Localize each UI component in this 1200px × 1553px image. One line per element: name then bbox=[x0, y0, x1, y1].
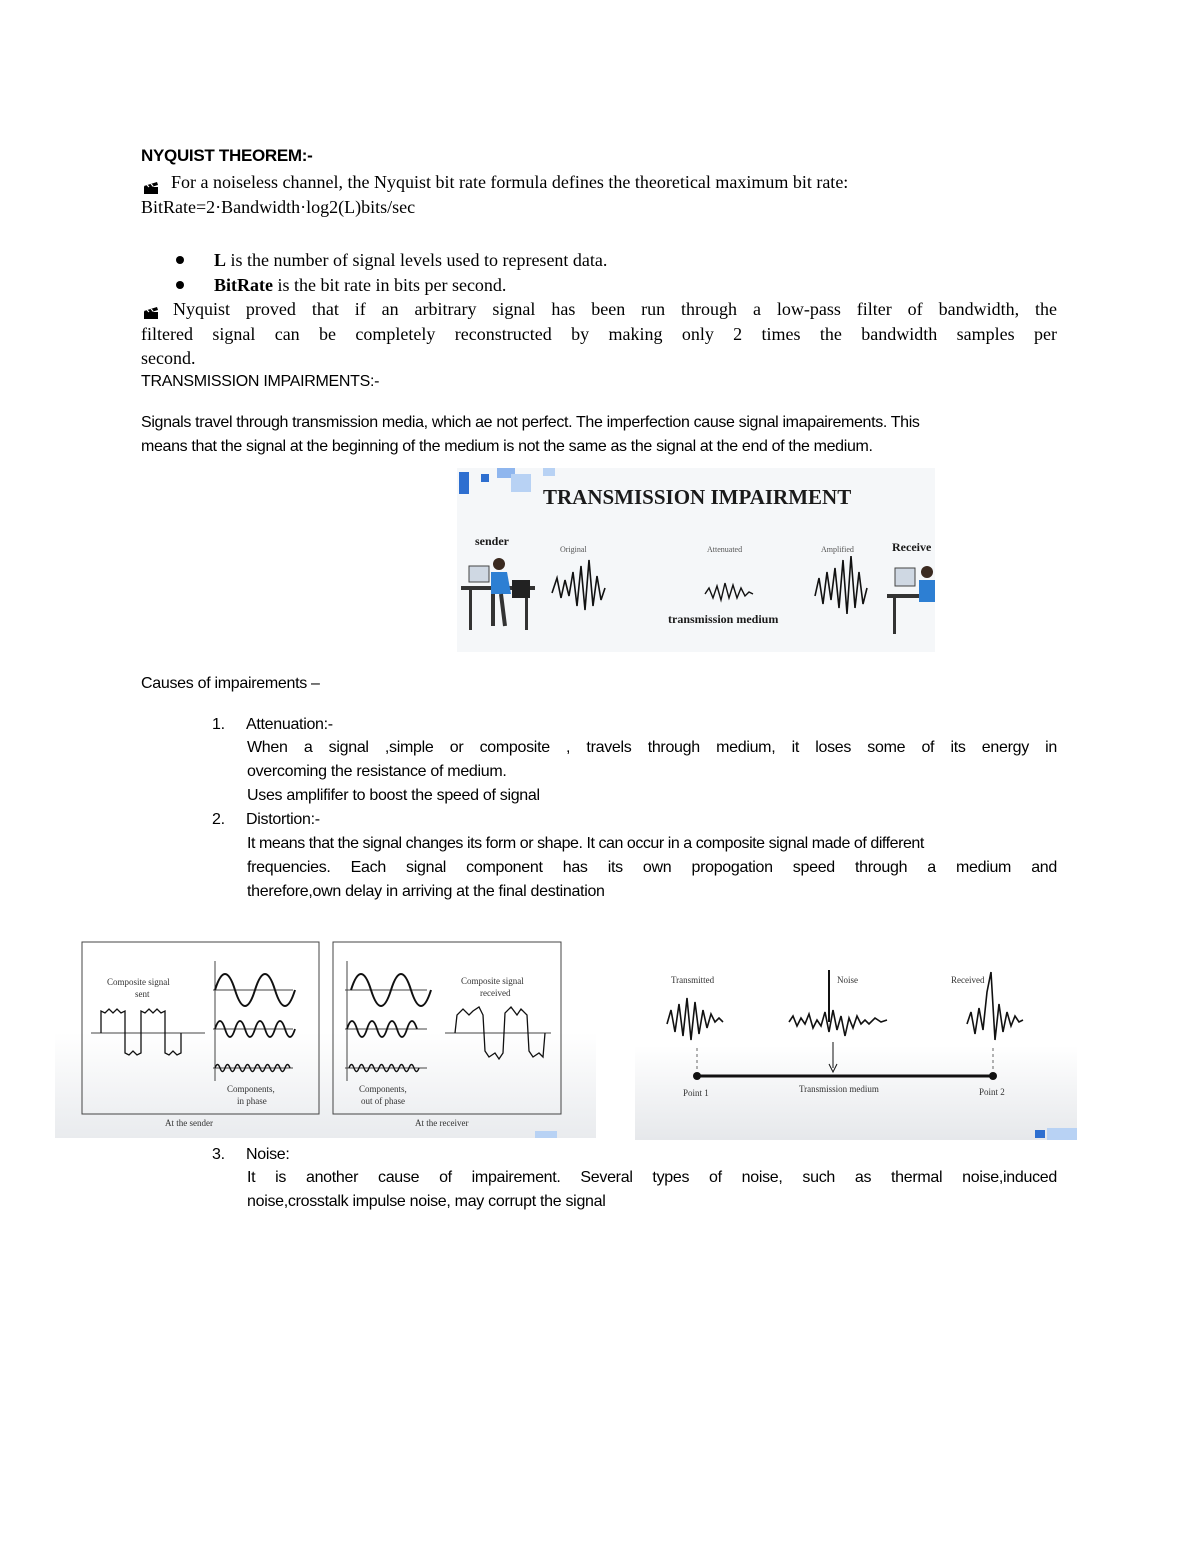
figure1-amplified-label: Amplified bbox=[821, 545, 854, 554]
list-number: 2. bbox=[212, 811, 225, 828]
fig3-point1: Point 1 bbox=[683, 1088, 709, 1098]
fig3-transmitted-label: Transmitted bbox=[671, 975, 715, 985]
list-item bbox=[176, 248, 607, 273]
nyquist-proof-text-2: filtered signal can be completely reconstructed by making only 2 times the bandwidth samples per bbox=[141, 324, 1057, 344]
fig2-at-receiver: At the receiver bbox=[415, 1118, 469, 1128]
causes-heading: Causes of impairements – bbox=[141, 675, 320, 692]
cause-title: Distortion:- bbox=[246, 811, 320, 828]
bullet-text: is the number of signal levels used to represent data. bbox=[226, 250, 608, 270]
cause-item-1-line-2: overcoming the resistance of medium. bbox=[247, 763, 507, 780]
component-3-wave-received bbox=[349, 1065, 419, 1072]
bullet-term: L bbox=[214, 250, 227, 270]
clapperboard-icon bbox=[143, 302, 159, 315]
nyquist-formula: BitRate=2·Bandwidth·log2(L)bits/sec bbox=[141, 197, 416, 217]
fig2-comp-in-1: Components, bbox=[227, 1084, 275, 1094]
list-number: 3. bbox=[212, 1146, 225, 1163]
bullet-term: BitRate bbox=[214, 275, 273, 295]
cause-item-1-line-1: When a signal ,simple or composite , travels through medium, it loses some of its energy in bbox=[247, 739, 1057, 756]
point2-dot bbox=[989, 1072, 997, 1080]
figure1-original-label: Original bbox=[560, 545, 587, 554]
cause-item-2-title bbox=[212, 808, 320, 832]
clapperboard-icon bbox=[143, 177, 159, 190]
fig3-point2: Point 2 bbox=[979, 1087, 1005, 1097]
cause-item-1-line-3: Uses amplififer to boost the speed of signal bbox=[247, 787, 540, 804]
fig2-sent-label-2: sent bbox=[135, 989, 150, 999]
figure1-title: TRANSMISSION IMPAIRMENT bbox=[543, 485, 852, 509]
bullet-icon bbox=[176, 281, 184, 289]
noise-wave bbox=[789, 1010, 887, 1036]
nyquist-proof-line-1 bbox=[143, 297, 1057, 322]
cause-title: Noise: bbox=[246, 1146, 290, 1163]
cause-item-2-line-2: frequencies. Each signal component has its own propogation speed through a medium and bbox=[247, 859, 1057, 876]
impairments-para-2: means that the signal at the beginning of the medium is not the same as the signal at the end of the medium. bbox=[141, 438, 873, 455]
nyquist-proof-text-3: second. bbox=[141, 348, 196, 368]
fig2-at-sender: At the sender bbox=[165, 1118, 213, 1128]
figure1-receiver-label: Receive bbox=[892, 540, 932, 554]
fig2-comp-in-2: in phase bbox=[237, 1096, 267, 1106]
distortion-figure bbox=[55, 903, 596, 1138]
fig3-noise-label: Noise bbox=[837, 975, 858, 985]
cause-title: Attenuation:- bbox=[246, 716, 333, 733]
cause-item-1-title bbox=[212, 713, 333, 737]
nyquist-intro-text: For a noiseless channel, the Nyquist bit rate formula defines the theoretical maximum bit rate: bbox=[171, 172, 849, 192]
figure1-sender-label: sender bbox=[475, 534, 509, 548]
noise-figure bbox=[635, 952, 1077, 1140]
bullet-text: is the bit rate in bits per second. bbox=[272, 275, 507, 295]
fig2-recv-label-1: Composite signal bbox=[461, 976, 524, 986]
fig3-medium: Transmission medium bbox=[799, 1084, 879, 1094]
fig2-recv-label-2: received bbox=[480, 988, 511, 998]
fig2-comp-out-2: out of phase bbox=[361, 1096, 405, 1106]
nyquist-proof-text-1: Nyquist proved that if an arbitrary signal has been run through a low-pass filter of bandwidth, the bbox=[173, 299, 1057, 319]
cause-item-2-line-3: therefore,own delay in arriving at the final destination bbox=[247, 883, 605, 900]
transmitted-wave bbox=[667, 998, 723, 1040]
composite-sent-wave bbox=[101, 1009, 181, 1055]
cause-item-3-line-2: noise,crosstalk impulse noise, may corrupt the signal bbox=[247, 1193, 606, 1210]
cause-item-3-line-1: It is another cause of impairement. Several types of noise, such as thermal noise,induced bbox=[247, 1169, 1057, 1186]
nyquist-heading: NYQUIST THEOREM:- bbox=[141, 146, 313, 165]
figure1-attenuated-label: Attenuated bbox=[707, 545, 743, 554]
transmission-impairment-figure bbox=[457, 468, 935, 652]
cause-item-3-title bbox=[212, 1143, 290, 1167]
fig3-received-label: Received bbox=[951, 975, 985, 985]
bullet-icon bbox=[176, 256, 184, 264]
fig2-sent-label-1: Composite signal bbox=[107, 977, 170, 987]
impairments-para-1: Signals travel through transmission media, which ae not perfect. The imperfection cause signal imapairements. This bbox=[141, 414, 920, 431]
list-number: 1. bbox=[212, 716, 225, 733]
impairments-heading: TRANSMISSION IMPAIRMENTS:- bbox=[141, 373, 380, 390]
figure1-medium-label: transmission medium bbox=[668, 612, 779, 626]
fig2-comp-out-1: Components, bbox=[359, 1084, 407, 1094]
nyquist-intro-line bbox=[143, 170, 848, 195]
point1-dot bbox=[693, 1072, 701, 1080]
cause-item-2-line-1: It means that the signal changes its form or shape. It can occur in a composite signal made of different bbox=[247, 835, 924, 852]
list-item bbox=[176, 273, 506, 298]
